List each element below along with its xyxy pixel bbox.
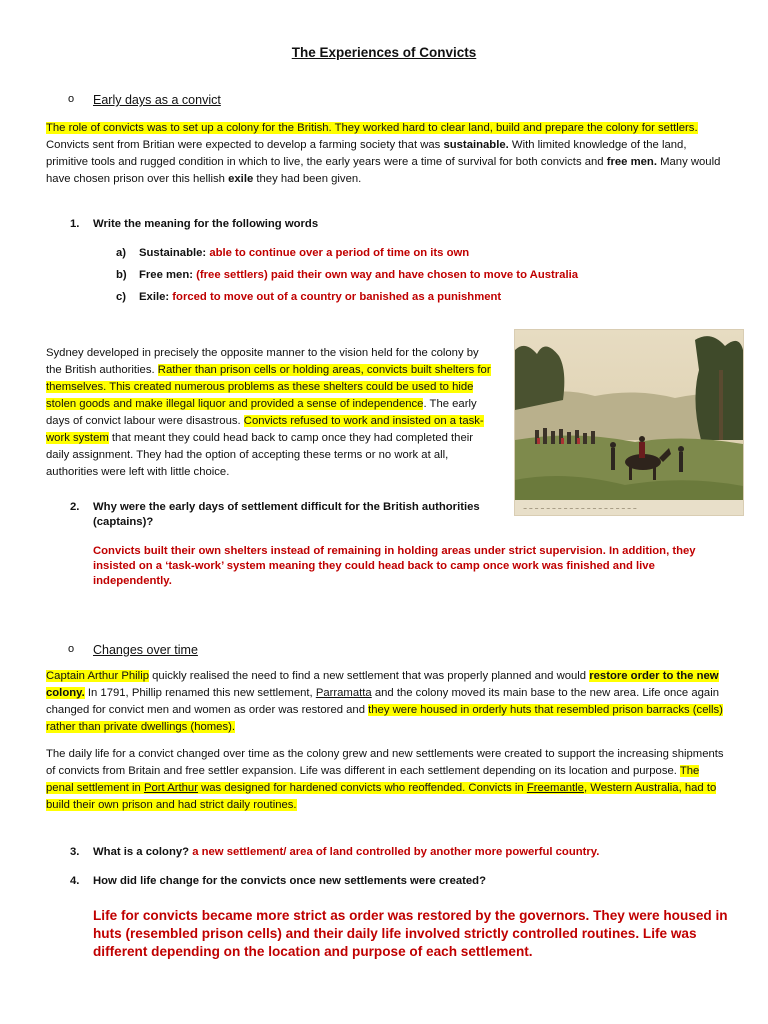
bullet: o [68,93,75,105]
answer-2: Convicts built their own shelters instead of remaining in holding areas under strict supervision. In addition, they insisted on a ‘task-work’ system meaning they could head back to camp once work was finished and live independently. [93,545,696,587]
changes-paragraph-2: The daily life for a convict changed over time as the colony grew and new settlements were created to support the increasing shipments of convicts from Britain and free settler expansion. Life was different in each settlement depending on its location and purpose. The penal settlement in Port Arthur was designed for hardened convicts who reoffended. Convicts in Freemantle, Western Australia, had to build their own prison and had strict daily routines. [46,748,724,811]
sydney-paragraph: Sydney developed in precisely the opposite manner to the vision held for the colony by the British authorities. Rather than prison cells or holding areas, convicts built shelters for themselves. This created numerous problems as these shelters could be used to hide stolen goods and make illegal liquor and provided a sense of independence. The early days of convict labour were disastrous. Convicts refused to work and insisted on a task-work system that meant they could head back to camp once they had completed their daily assignment. They had the option of accepting these terms or no work at all, authorities were left with little choice. [46,347,491,478]
document-page: The Experiences of Convicts o Early days as a convict The role of convicts was to set up a colony for the British. They worked hard to clear land, build and prepare the colony for settlers. Convicts sent from Britian were expected to develop a farming society that was sustainable. With limited knowledge of the land, primitive tools and rugged condition in which to live, the early years were a time of survival for both convicts and free men. Many would have chosen prison over this hellish exile they had been given. 1. Write the meaning for the following words a) Sustainable: able to continue over a period of time on its own b) Free men: (free settlers) paid their own way and have chosen to move to Australia c) Exile: forced to move out of a country or banished as a punishment Sydney developed in precisely the opposite manner to the vision held for the colony by the British authorities. Rather than prison cells or holding areas, convicts built shelters for themselves. This created numerous problems as these shelters could be used to hide stolen goods and make illegal liquor and provided a sense of independence. The early days of convict labour were disastrous. Convicts refused to work and insisted on a task-work system that meant they could head back to camp once they had completed their daily assignment. They had the option of accepting these terms or no work at all, authorities were left with little choice. ~ ~ ~ ~ ~ ~ ~ ~ ~ ~ ~ ~ ~ ~ ~ ~ ~ ~ ~ ~ 2. Why were the early days of settlement difficult for the British authorities (captains)? Convicts built their own shelters instead of remaining in holding areas under strict supervision. In addition, they insisted on a ‘task-work’ system meaning they could head back to camp once work was finished and live independently. o Changes over time Captain Arthur Philip quickly realised the need to find a new settlement that was properly planned and would restore order to the new colony. In 1791, Phillip renamed this new settlement, Parramatta and the colony moved its main base to the new area. Life once again changed for convict men and women as order was restored and they were housed in orderly huts that resembled prison barracks (cells) rather than private dwellings (homes). The daily life for a convict changed over time as the colony grew and new settlements were created to support the increasing shipments of convicts from Britain and free settler expansion. Life was different in each settlement depending on its location and purpose. The penal settlement in Port Arthur was designed for hardened convicts who reoffended. Convicts in Freemantle, Western Australia, had to build their own prison and had strict daily routines. 3. What is a colony? a new settlement/ area of land controlled by another more powerful country. 4. How did life change for the convicts once new settlements were created? Life for convicts became more strict as order was restored by the governors. They were housed in huts (resembled prison cells) and their daily life involved strictly controlled routines. Life was different depending on the location and purpose of each settlement. [0,0,768,1024]
changes-paragraph-1: Captain Arthur Philip quickly realised the need to find a new settlement that was properly planned and would restore order to the new colony. In 1791, Phillip renamed this new settlement, Parramatta and the colony moved its main base to the new area. Life once again changed for convict men and women as order was restored and they were housed in orderly huts that resembled prison barracks (cells) rather than private dwellings (homes). [46,670,723,733]
intro-paragraph: The role of convicts was to set up a colony for the British. They worked hard to clear land, build and prepare the colony for settlers. Convicts sent from Britian were expected to develop a farming society that was sustainable. With limited knowledge of the land, primitive tools and rugged condition in which to live, the early years were a time of survival for both convicts and free men. Many would have chosen prison over this hellish exile they had been given. [46,122,721,185]
answer-4: Life for convicts became more strict as order was restored by the governors. They were housed in huts (resembled prison cells) and their daily life involved strictly controlled routines. Life was different depending on the location and purpose of each settlement. [93,908,728,959]
svg-text:~ ~ ~ ~ ~ ~ ~ ~ ~ ~ ~ ~ ~ ~ ~: ~ ~ ~ ~ ~ ~ ~ ~ ~ ~ ~ ~ ~ ~ ~ ~ ~ ~ ~ ~ [523,506,637,512]
landscape-illustration-icon [515,330,743,515]
section-heading-changes: o Changes over time [68,643,198,657]
page-title: The Experiences of Convicts [291,45,477,60]
historical-painting [514,329,744,516]
section-heading-early-days: o Early days as a convict [68,93,221,107]
